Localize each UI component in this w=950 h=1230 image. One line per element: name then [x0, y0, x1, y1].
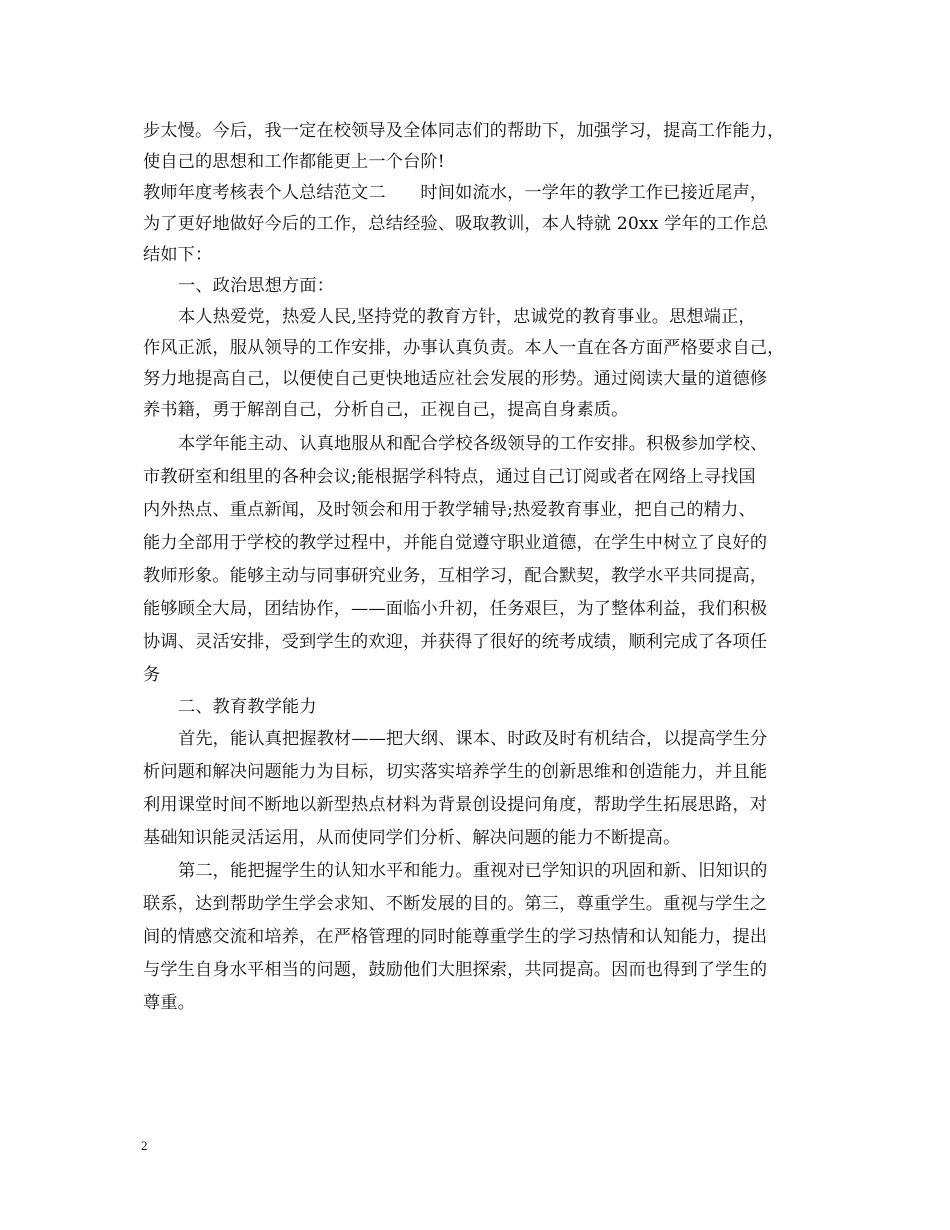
text-line: 教师形象。能够主动与同事研究业务，互相学习，配合默契，教学水平共同提高， — [143, 566, 768, 586]
text-line: 与学生自身水平相当的问题，鼓励他们大胆探索，共同提高。因而也得到了学生的 — [143, 960, 768, 980]
text-line: 联系，达到帮助学生学会求知、不断发展的目的。第三，尊重学生。重视与学生之 — [143, 894, 768, 914]
subheading-teaching: 二、教育教学能力 — [178, 697, 317, 717]
page-number: 2 — [141, 1138, 148, 1153]
paragraph-start: 本学年能主动、认真地服从和配合学校各级领导的工作安排。积极参加学校、 — [178, 434, 768, 454]
text-line: 市教研室和组里的各种会议;能根据学科特点，通过自己订阅或者在网络上寻找国 — [143, 467, 756, 487]
section-heading-line: 教师年度考核表个人总结范文二 时间如流水，一学年的教学工作已接近尾声， — [143, 183, 768, 203]
text-line: 能够顾全大局，团结协作，——面临小升初，任务艰巨，为了整体利益，我们积极 — [143, 599, 768, 619]
text-line: 内外热点、重点新闻，及时领会和用于教学辅导;热爱教育事业，把自己的精力、 — [143, 500, 756, 520]
text-line: 步太慢。今后，我一定在校领导及全体同志们的帮助下，加强学习，提高工作能力， — [143, 121, 785, 141]
document-body — [143, 116, 843, 1020]
text-line: 间的情感交流和培养，在严格管理的同时能尊重学生的学习热情和认知能力，提出 — [143, 927, 768, 947]
text-line: 为了更好地做好今后的工作，总结经验、吸取教训，本人特就 20xx 学年的工作总 — [143, 214, 769, 234]
text-line: 基础知识能灵活运用，从而使同学们分析、解决问题的能力不断提高。 — [143, 828, 681, 848]
paragraph-start: 首先，能认真把握教材——把大纲、课本、时政及时有机结合，以提高学生分 — [178, 729, 768, 749]
paragraph-start: 第二，能把握学生的认知水平和能力。重视对已学知识的巩固和新、旧知识的 — [178, 861, 768, 881]
text-line: 努力地提高自己，以便使自己更快地适应社会发展的形势。通过阅读大量的道德修 — [143, 369, 768, 389]
text-line: 能力全部用于学校的教学过程中，并能自觉遵守职业道德，在学生中树立了良好的 — [143, 533, 768, 553]
text-line: 尊重。 — [143, 993, 196, 1013]
text-line: 协调、灵活安排，受到学生的欢迎，并获得了很好的统考成绩，顺利完成了各项任 — [143, 632, 768, 652]
text-line: 务 — [143, 665, 161, 685]
paragraph-start: 本人热爱党，热爱人民,坚持党的教育方针，忠诚党的教育事业。思想端正， — [178, 307, 756, 327]
text-line: 利用课堂时间不断地以新型热点材料为背景创设提问角度，帮助学生拓展思路，对 — [143, 795, 768, 815]
text-line: 作风正派，服从领导的工作安排，办事认真负责。本人一直在各方面严格要求自己， — [143, 338, 785, 358]
text-line: 析问题和解决问题能力为目标，切实落实培养学生的创新思维和创造能力，并且能 — [143, 762, 768, 782]
text-line: 结如下： — [143, 245, 213, 265]
subheading-politics: 一、政治思想方面： — [178, 276, 335, 296]
text-line: 使自己的思想和工作都能更上一个台阶! — [143, 152, 445, 172]
text-line: 养书籍，勇于解剖自己，分析自己，正视自己，提高自身素质。 — [143, 400, 629, 420]
